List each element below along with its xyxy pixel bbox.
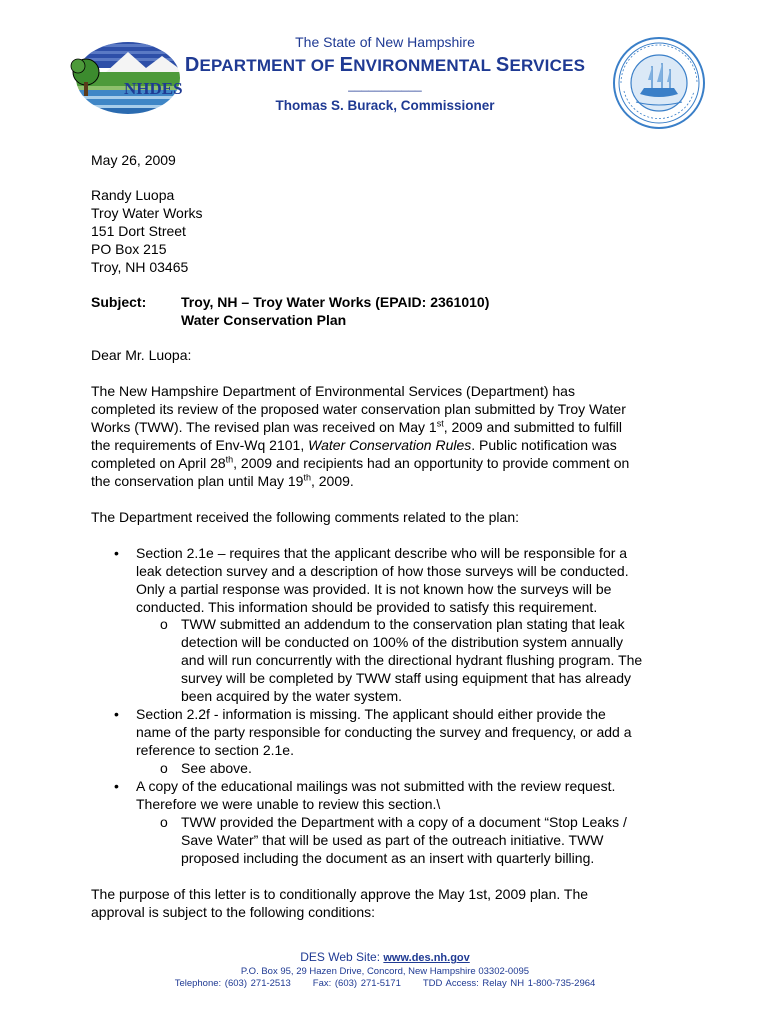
fax: Fax: (603) 271-5171 — [312, 978, 401, 989]
text-run: , 2009 and submitted to fulfill — [443, 419, 622, 435]
sub-bullet-line: proposed including the document as an insert with quarterly billing. — [181, 850, 595, 866]
address-line: Troy Water Works — [91, 205, 203, 221]
dept-part-2: NVIRONMENTAL — [353, 56, 496, 75]
tdd-access: TDD Access: Relay NH 1-800-735-2964 — [422, 978, 596, 989]
text-run: the conservation plan until May 19 — [91, 473, 304, 489]
bullet-line: Only a partial response was provided. It is not known how the surveys will be — [136, 581, 612, 597]
paragraph-line: completed its review of the proposed water conservation plan submitted by Troy Water — [91, 401, 626, 417]
department-name — [0, 54, 770, 77]
sub-bullet-glyph: o — [160, 760, 168, 776]
text-run: Works (TWW). The revised plan was received on May 1 — [91, 419, 437, 435]
sub-bullet-line: and will run concurrently with the directional hydrant flushing program. The — [181, 652, 643, 668]
subject-line: Water Conservation Plan — [181, 312, 347, 328]
sub-bullet-line: See above. — [181, 760, 252, 776]
text-run: , 2009. — [310, 473, 354, 489]
sub-bullet-line: TWW submitted an addendum to the conservation plan stating that leak — [181, 616, 625, 632]
subject-label: Subject: — [91, 294, 147, 310]
sub-bullet-line: Save Water” that will be used as part of the outreach initiative. TWW — [181, 832, 604, 848]
footer-contacts — [0, 978, 770, 989]
superscript: th — [303, 472, 311, 483]
superscript: st — [436, 418, 444, 429]
address-line: Troy, NH 03465 — [91, 259, 189, 275]
dept-part-1: EPARTMENT OF — [199, 56, 340, 75]
paragraph-line: approval is subject to the following conditions: — [91, 904, 376, 920]
footer-address: P.O. Box 95, 29 Hazen Drive, Concord, New Hampshire 03302-0095 — [240, 966, 530, 977]
dept-initial-s: S — [495, 54, 510, 76]
sub-bullet-glyph: o — [160, 814, 168, 830]
header-rule: ___________ — [348, 78, 422, 92]
telephone: Telephone: (603) 271-2513 — [174, 978, 291, 989]
paragraph-line: The New Hampshire Department of Environmental Services (Department) has — [91, 383, 575, 399]
bullet-glyph: • — [114, 778, 119, 794]
subject-line: Troy, NH – Troy Water Works (EPAID: 2361010) — [181, 294, 490, 310]
dept-part-3: ERVICES — [509, 56, 586, 75]
paragraph-line — [91, 418, 622, 436]
rules-title: Water Conservation Rules — [308, 437, 472, 453]
bullet-line: name of the party responsible for conducting the survey and frequency, or add a — [136, 724, 632, 740]
bullet-line: Section 2.2f - information is missing. The applicant should either provide the — [136, 706, 606, 722]
bullet-line: Section 2.1e – requires that the applicant describe who will be responsible for a — [136, 545, 628, 561]
sub-bullet-line: survey will be completed by TWW staff using equipment that has already — [181, 670, 632, 686]
bullet-line: reference to section 2.1e. — [136, 742, 294, 758]
bullet-line: conducted. This information should be provided to satisfy this requirement. — [136, 599, 598, 615]
text-run: , 2009 and recipients had an opportunity to provide comment on — [233, 455, 630, 471]
commissioner-name: Thomas S. Burack, Commissioner — [275, 98, 495, 113]
dept-initial-e: E — [339, 54, 354, 76]
paragraph-line — [91, 436, 617, 454]
text-run: completed on April 28 — [91, 455, 226, 471]
web-label: DES Web Site: — [300, 950, 384, 964]
paragraph-line — [91, 454, 629, 472]
footer-website — [0, 950, 770, 964]
salutation: Dear Mr. Luopa: — [91, 347, 192, 363]
address-line: PO Box 215 — [91, 241, 167, 257]
text-run: . Public notification was — [471, 437, 617, 453]
sub-bullet-line: TWW provided the Department with a copy of a document “Stop Leaks / — [181, 814, 627, 830]
paragraph-line — [91, 472, 354, 490]
dept-initial-d: D — [184, 54, 200, 76]
sub-bullet-line: been acquired by the water system. — [181, 688, 403, 704]
bullet-line: leak detection survey and a description of how those surveys will be conducted. — [136, 563, 629, 579]
bullet-line: A copy of the educational mailings was not submitted with the review request. — [136, 778, 616, 794]
letter-date: May 26, 2009 — [91, 152, 176, 168]
address-line: Randy Luopa — [91, 187, 175, 203]
superscript: th — [225, 454, 234, 465]
bullet-line: Therefore we were unable to review this section.\ — [136, 796, 441, 812]
text-run: the requirements of Env-Wq 2101, — [91, 437, 309, 453]
bullet-glyph: • — [114, 545, 119, 561]
paragraph-line: The Department received the following comments related to the plan: — [91, 509, 520, 525]
sub-bullet-line: detection will be conducted on 100% of the distribution system annually — [181, 634, 624, 650]
logo-text: NHDES — [124, 79, 183, 98]
paragraph-line: The purpose of this letter is to conditionally approve the May 1st, 2009 plan. The — [91, 886, 589, 902]
sub-bullet-glyph: o — [160, 616, 168, 632]
address-line: 151 Dort Street — [91, 223, 186, 239]
bullet-glyph: • — [114, 706, 119, 722]
website-link[interactable]: www.des.nh.gov — [383, 952, 470, 964]
state-name: The State of New Hampshire — [295, 34, 475, 50]
